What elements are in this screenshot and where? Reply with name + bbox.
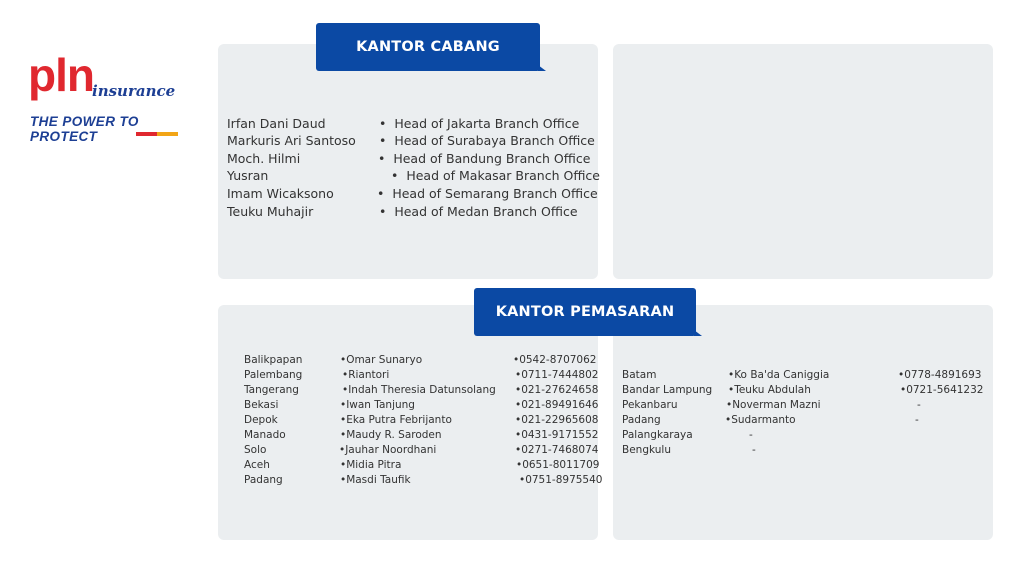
branch-head-name: Moch. Hilmi [227,151,301,166]
marketing-city: Pekanbaru [622,399,678,411]
marketing-city: Aceh [244,459,270,471]
marketing-person: •Ko Ba'da Caniggia [728,369,830,381]
empty-panel [613,44,993,279]
branch-head-name: Markuris Ari Santoso [227,133,356,148]
marketing-person: •Eka Putra Febrijanto [340,414,452,426]
branch-head-name: Imam Wicaksono [227,186,334,201]
logo-subtitle: insurance [92,82,176,100]
branch-head-title: • Head of Bandung Branch Office [378,151,591,166]
marketing-city: Padang [244,474,283,486]
marketing-phone: - [917,399,921,411]
branch-head-name: Yusran [227,168,269,183]
marketing-phone: •021-22965608 [515,414,599,426]
marketing-phone: •0711-7444802 [515,369,599,381]
marketing-person: •Teuku Abdulah [728,384,811,396]
branch-head-name: Teuku Muhajir [227,204,314,219]
marketing-city: Depok [244,414,278,426]
marketing-office-panel-right [613,305,993,540]
logo-color-bar [136,132,178,136]
marketing-city: Bengkulu [622,444,671,456]
marketing-phone: •0542-8707062 [513,354,597,366]
branch-head-title: • Head of Semarang Branch Office [377,186,598,201]
kantor-cabang-header: KANTOR CABANG [316,23,540,71]
branch-head-title: • Head of Surabaya Branch Office [379,133,595,148]
marketing-city: Batam [622,369,657,381]
marketing-person: - [749,429,753,441]
pln-insurance-logo [28,49,183,144]
marketing-person: •Masdi Taufik [340,474,411,486]
marketing-city: Tangerang [244,384,299,396]
marketing-city: Padang [622,414,661,426]
marketing-city: Palangkaraya [622,429,693,441]
marketing-city: Manado [244,429,286,441]
marketing-person: •Iwan Tanjung [340,399,415,411]
marketing-city: Bandar Lampung [622,384,713,396]
marketing-city: Palembang [244,369,303,381]
marketing-phone: •0778-4891693 [898,369,982,381]
logo-wordmark: pln [28,49,94,101]
marketing-phone: •0751-8975540 [519,474,603,486]
marketing-phone: •0651-8011709 [516,459,600,471]
logo-tagline: THE POWER TO PROTECT [30,114,139,144]
marketing-phone: •0271-7468074 [515,444,599,456]
marketing-person: - [752,444,756,456]
marketing-phone: - [915,414,919,426]
marketing-phone: •021-89491646 [515,399,599,411]
branch-head-title: • Head of Jakarta Branch Office [379,116,580,131]
marketing-city: Bekasi [244,399,279,411]
kantor-pemasaran-header: KANTOR PEMASARAN [474,288,696,336]
marketing-person: •Omar Sunaryo [340,354,423,366]
marketing-person: •Riantori [342,369,390,381]
marketing-phone: •0431-9171552 [515,429,599,441]
marketing-person: •Maudy R. Saroden [340,429,442,441]
branch-head-title: • Head of Medan Branch Office [379,204,578,219]
marketing-phone: •0721-5641232 [900,384,984,396]
marketing-person: •Midia Pitra [340,459,402,471]
marketing-city: Solo [244,444,267,456]
marketing-phone: •021-27624658 [515,384,599,396]
marketing-person: •Sudarmanto [725,414,796,426]
marketing-person: •Noverman Mazni [726,399,821,411]
marketing-person: •Indah Theresia Datunsolang [342,384,496,396]
marketing-person: •Jauhar Noordhani [339,444,437,456]
branch-head-title: • Head of Makasar Branch Office [391,168,600,183]
marketing-city: Balikpapan [244,354,303,366]
branch-head-name: Irfan Dani Daud [227,116,326,131]
